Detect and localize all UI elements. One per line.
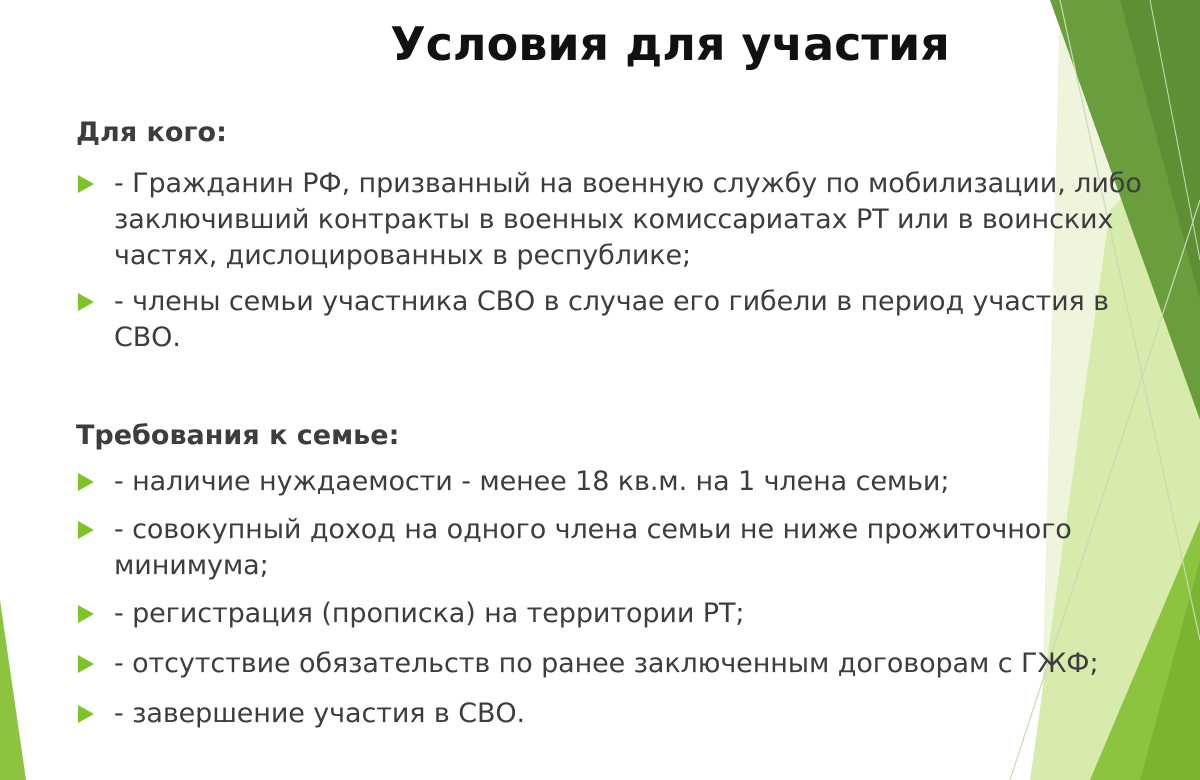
list-item-text: - наличие нуждаемости - менее 18 кв.м. на 1 члена семьи; [114,466,950,497]
list-item [78,284,1190,356]
triangle-bullet-icon [78,596,114,632]
slide-title: Условия для участия [390,17,950,71]
list-item-text: - члены семьи участника СВО в случае его гибели в период участия в СВО. [114,286,1109,353]
triangle-bullet-icon [78,166,114,202]
triangle-bullet-icon [78,512,114,548]
list-item [78,464,1190,500]
list-item-text: - отсутствие обязательств по ранее заключенным договорам с ГЖФ; [114,648,1099,679]
list-item [78,166,1190,274]
list-item-text: - совокупный доход на одного члена семьи не ниже прожиточного минимума; [114,514,1072,581]
triangle-bullet-icon [78,284,114,320]
triangle-bullet-icon [78,464,114,500]
list-item [78,596,1190,632]
section-heading-requirements: Требования к семье: [76,420,400,451]
list-item-text: - завершение участия в СВО. [114,698,526,729]
list-item [78,696,1190,732]
section-heading-who: Для кого: [76,117,227,148]
list-item-text: - регистрация (прописка) на территории РТ; [114,598,745,629]
list-item [78,646,1190,682]
list-item-text: - Гражданин РФ, призванный на военную службу по мобилизации, либо заключивший контракты в военных комиссариатах РТ или в воинских частях, дислоцированных в республике; [114,168,1142,271]
triangle-bullet-icon [78,696,114,732]
triangle-bullet-icon [78,646,114,682]
decor-left-green-sliver [0,600,26,780]
list-item [78,512,1190,584]
